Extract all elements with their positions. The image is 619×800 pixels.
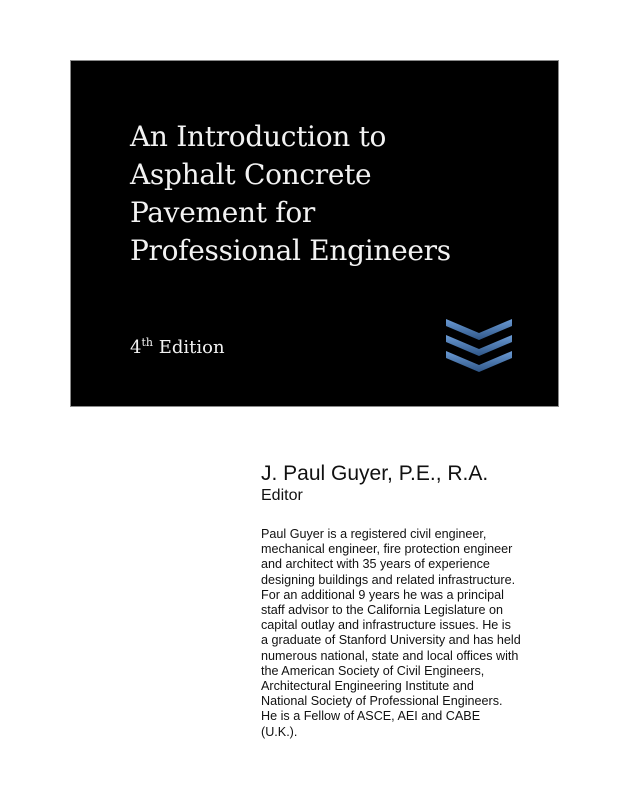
bio-line: For an additional 9 years he was a principal: [261, 587, 504, 602]
edition-number: 4: [130, 337, 142, 358]
bio-line: the American Society of Civil Engineers,: [261, 663, 485, 678]
edition-text: Edition: [158, 337, 225, 358]
edition-label: [130, 337, 225, 359]
bio-line: Architectural Engineering Institute and: [261, 679, 474, 694]
bio-line: mechanical engineer, fire protection engineer: [261, 542, 513, 557]
title-line: An Introduction to: [130, 120, 387, 153]
cover-panel: [70, 60, 559, 407]
edition-suffix: th: [141, 336, 153, 349]
title-line: Asphalt Concrete: [130, 158, 372, 191]
triple-chevron-down-icon: [446, 319, 512, 373]
bio-line: and architect with 35 years of experience: [261, 557, 490, 572]
bio-line: National Society of Professional Engineers.: [261, 694, 503, 709]
book-title: [130, 118, 451, 270]
author-bio: [261, 527, 561, 740]
bio-line: (U.K.).: [261, 724, 298, 739]
author-block: [261, 462, 561, 740]
bio-line: He is a Fellow of ASCE, AEI and CABE: [261, 709, 481, 724]
bio-line: a graduate of Stanford University and has held: [261, 633, 521, 648]
bio-line: Paul Guyer is a registered civil engineer,: [261, 527, 487, 541]
author-role: Editor: [261, 487, 303, 504]
author-name: J. Paul Guyer, P.E., R.A.: [261, 462, 489, 485]
bio-line: staff advisor to the California Legislature on: [261, 603, 503, 618]
bio-line: numerous national, state and local offices with: [261, 648, 519, 663]
bio-line: capital outlay and infrastructure issues. He is: [261, 618, 511, 633]
bio-line: designing buildings and related infrastructure.: [261, 572, 516, 587]
title-line: Professional Engineers: [130, 234, 451, 267]
title-line: Pavement for: [130, 196, 315, 229]
